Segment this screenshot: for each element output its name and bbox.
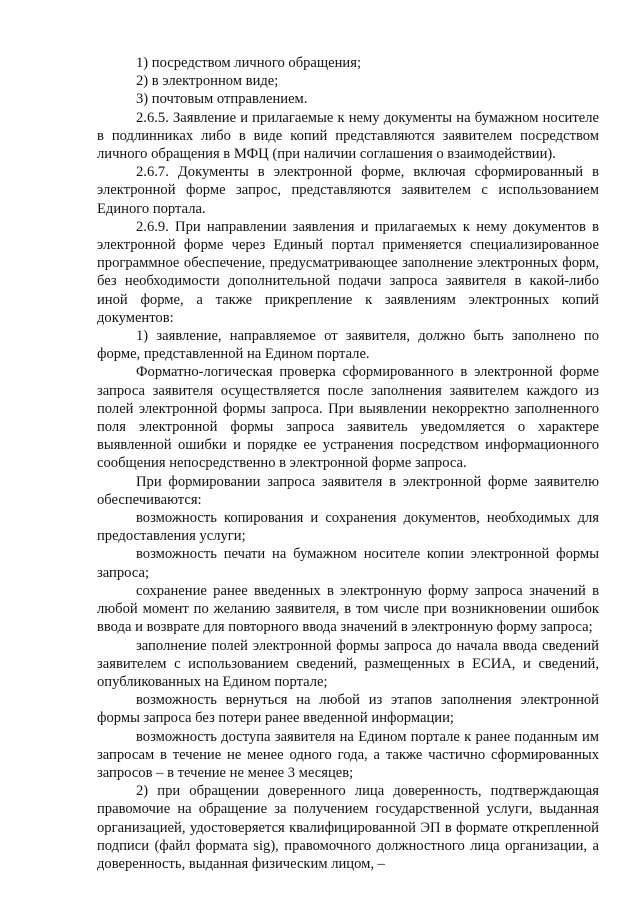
list-item-personal: 1) посредством личного обращения; — [136, 55, 362, 71]
bullet-print: возможность печати на бумажном носителе копии электронной формы запроса; — [97, 546, 599, 581]
list-item-electronic: 2) в электронном виде; — [136, 73, 279, 90]
clause-2-6-7: 2.6.7. Документы в электронной форме, включая сформированный в электронной форме запрос, представляются заявителем с использованием Единого портала. — [97, 164, 599, 217]
bullet-access: возможность доступа заявителя на Едином портале к ранее поданным им запросам в течение не менее одного года, а также частично сформированных запросов – в течение не менее 3 месяцев; — [97, 728, 599, 781]
bullet-return: возможность вернуться на любой из этапов заполнения электронной формы запроса без потери ранее введенной информации; — [97, 692, 599, 727]
document-page — [97, 54, 599, 873]
list-item-post: 3) почтовым отправлением. — [136, 91, 308, 108]
sub-item-2: 2) при обращении доверенного лица доверенность, подтверждающая правомочие на обращение за получением государственной услуги, выданная организацией, удостоверяется квалифицированной ЭП в формате открепленной подписи (файл формата sig), правомочного должностного лица организации, а доверенность, выданная физическим лицом, – — [97, 783, 599, 872]
bullet-copy: возможность копирования и сохранения документов, необходимых для предоставления услуги; — [97, 510, 599, 545]
paragraph-format-check: Форматно-логическая проверка сформированного в электронной форме запроса заявителя осуществляется после заполнения заявителем каждого из полей электронной формы запроса. При выявлении некорректно заполненного поля электронной формы запроса заявитель уведомляется о характере выявленной ошибки и порядке ее устранения посредством информационного сообщения непосредственно в электронной форме запроса. — [97, 364, 599, 472]
paragraph-provided: При формировании запроса заявителя в электронной форме заявителю обеспечиваются: — [97, 473, 599, 508]
clause-2-6-9: 2.6.9. При направлении заявления и прилагаемых к нему документов в электронной форме через Единый портал применяется специализированное программное обеспечение, предусматривающее заполнение электронных форм, без необходимости дополнительной подачи запроса заявителя в какой-либо иной форме, а также прикрепление к заявлениям электронных копий документов: — [97, 218, 599, 326]
clause-2-6-5: 2.6.5. Заявление и прилагаемые к нему документы на бумажном носителе в подлинниках либо в виде копий представляются заявителем посредством личного обращения в МФЦ (при наличии соглашения о взаимодействии). — [97, 109, 599, 163]
sub-item-1: 1) заявление, направляемое от заявителя, должно быть заполнено по форме, представленной на Едином портале. — [97, 328, 599, 363]
bullet-save: сохранение ранее введенных в электронную форму запроса значений в любой момент по желанию заявителя, в том числе при возникновении ошибок ввода и возврате для повторного ввода значений в электронную форму запроса; — [97, 582, 599, 636]
bullet-prefill: заполнение полей электронной формы запроса до начала ввода сведений заявителем с использованием сведений, размещенных в ЕСИА, и сведений, опубликованных на Едином портале; — [97, 637, 599, 690]
